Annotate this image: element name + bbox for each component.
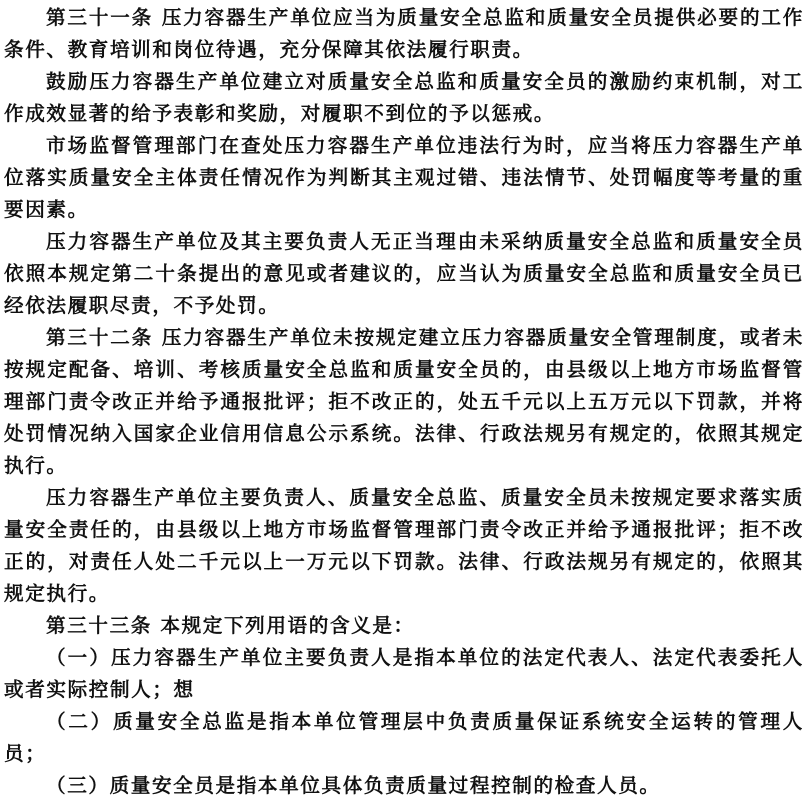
paragraph-enforcement-consideration: 市场监督管理部门在查处压力容器生产单位违法行为时，应当将压力容器生产单位落实质量安全主体责任情况作为判断其主观过错、违法情节、处罚幅度等考量的重要因素。 [4, 134, 804, 221]
paragraph-article-33: 第三十三条 本规定下列用语的含义是： [46, 614, 415, 637]
paragraph-article-31: 第三十一条 压力容器生产单位应当为质量安全总监和质量安全员提供必要的工作条件、教育培训和岗位待遇，充分保障其依法履行职责。 [4, 6, 804, 61]
paragraph-definition-1: （一）压力容器生产单位主要负责人是指本单位的法定代表人、法定代表委托人或者实际控制人；想 [4, 646, 804, 701]
paragraph-exemption: 压力容器生产单位及其主要负责人无正当理由未采纳质量安全总监和质量安全员依照本规定第二十条提出的意见或者建议的，应当认为质量安全总监和质量安全员已经依法履职尽责，不予处罚。 [4, 230, 804, 317]
paragraph-definition-3: （三）质量安全员是指本单位具体负责质量过程控制的检查人员。 [46, 774, 661, 797]
paragraph-incentive-mechanism: 鼓励压力容器生产单位建立对质量安全总监和质量安全员的激励约束机制，对工作成效显著的给予表彰和奖励，对履职不到位的予以惩戒。 [4, 70, 804, 125]
paragraph-article-32: 第三十二条 压力容器生产单位未按规定建立压力容器质量安全管理制度，或者未按规定配备、培训、考核质量安全总监和质量安全员的，由县级以上地方市场监督管理部门责令改正并给予通报批评；拒不改正的，处五千元以上五万元以下罚款，并将处罚情况纳入国家企业信用信息公示系统。法律、行政法规另有规定的，依照其规定执行。 [4, 326, 804, 477]
paragraph-definition-2: （二）质量安全总监是指本单位管理层中负责质量保证系统安全运转的管理人员； [4, 710, 804, 765]
paragraph-personal-liability: 压力容器生产单位主要负责人、质量安全总监、质量安全员未按规定要求落实质量安全责任的，由县级以上地方市场监督管理部门责令改正并给予通报批评；拒不改正的，对责任人处二千元以上一万元以下罚款。法律、行政法规另有规定的，依照其规定执行。 [4, 486, 804, 605]
document-page [4, 0, 804, 802]
